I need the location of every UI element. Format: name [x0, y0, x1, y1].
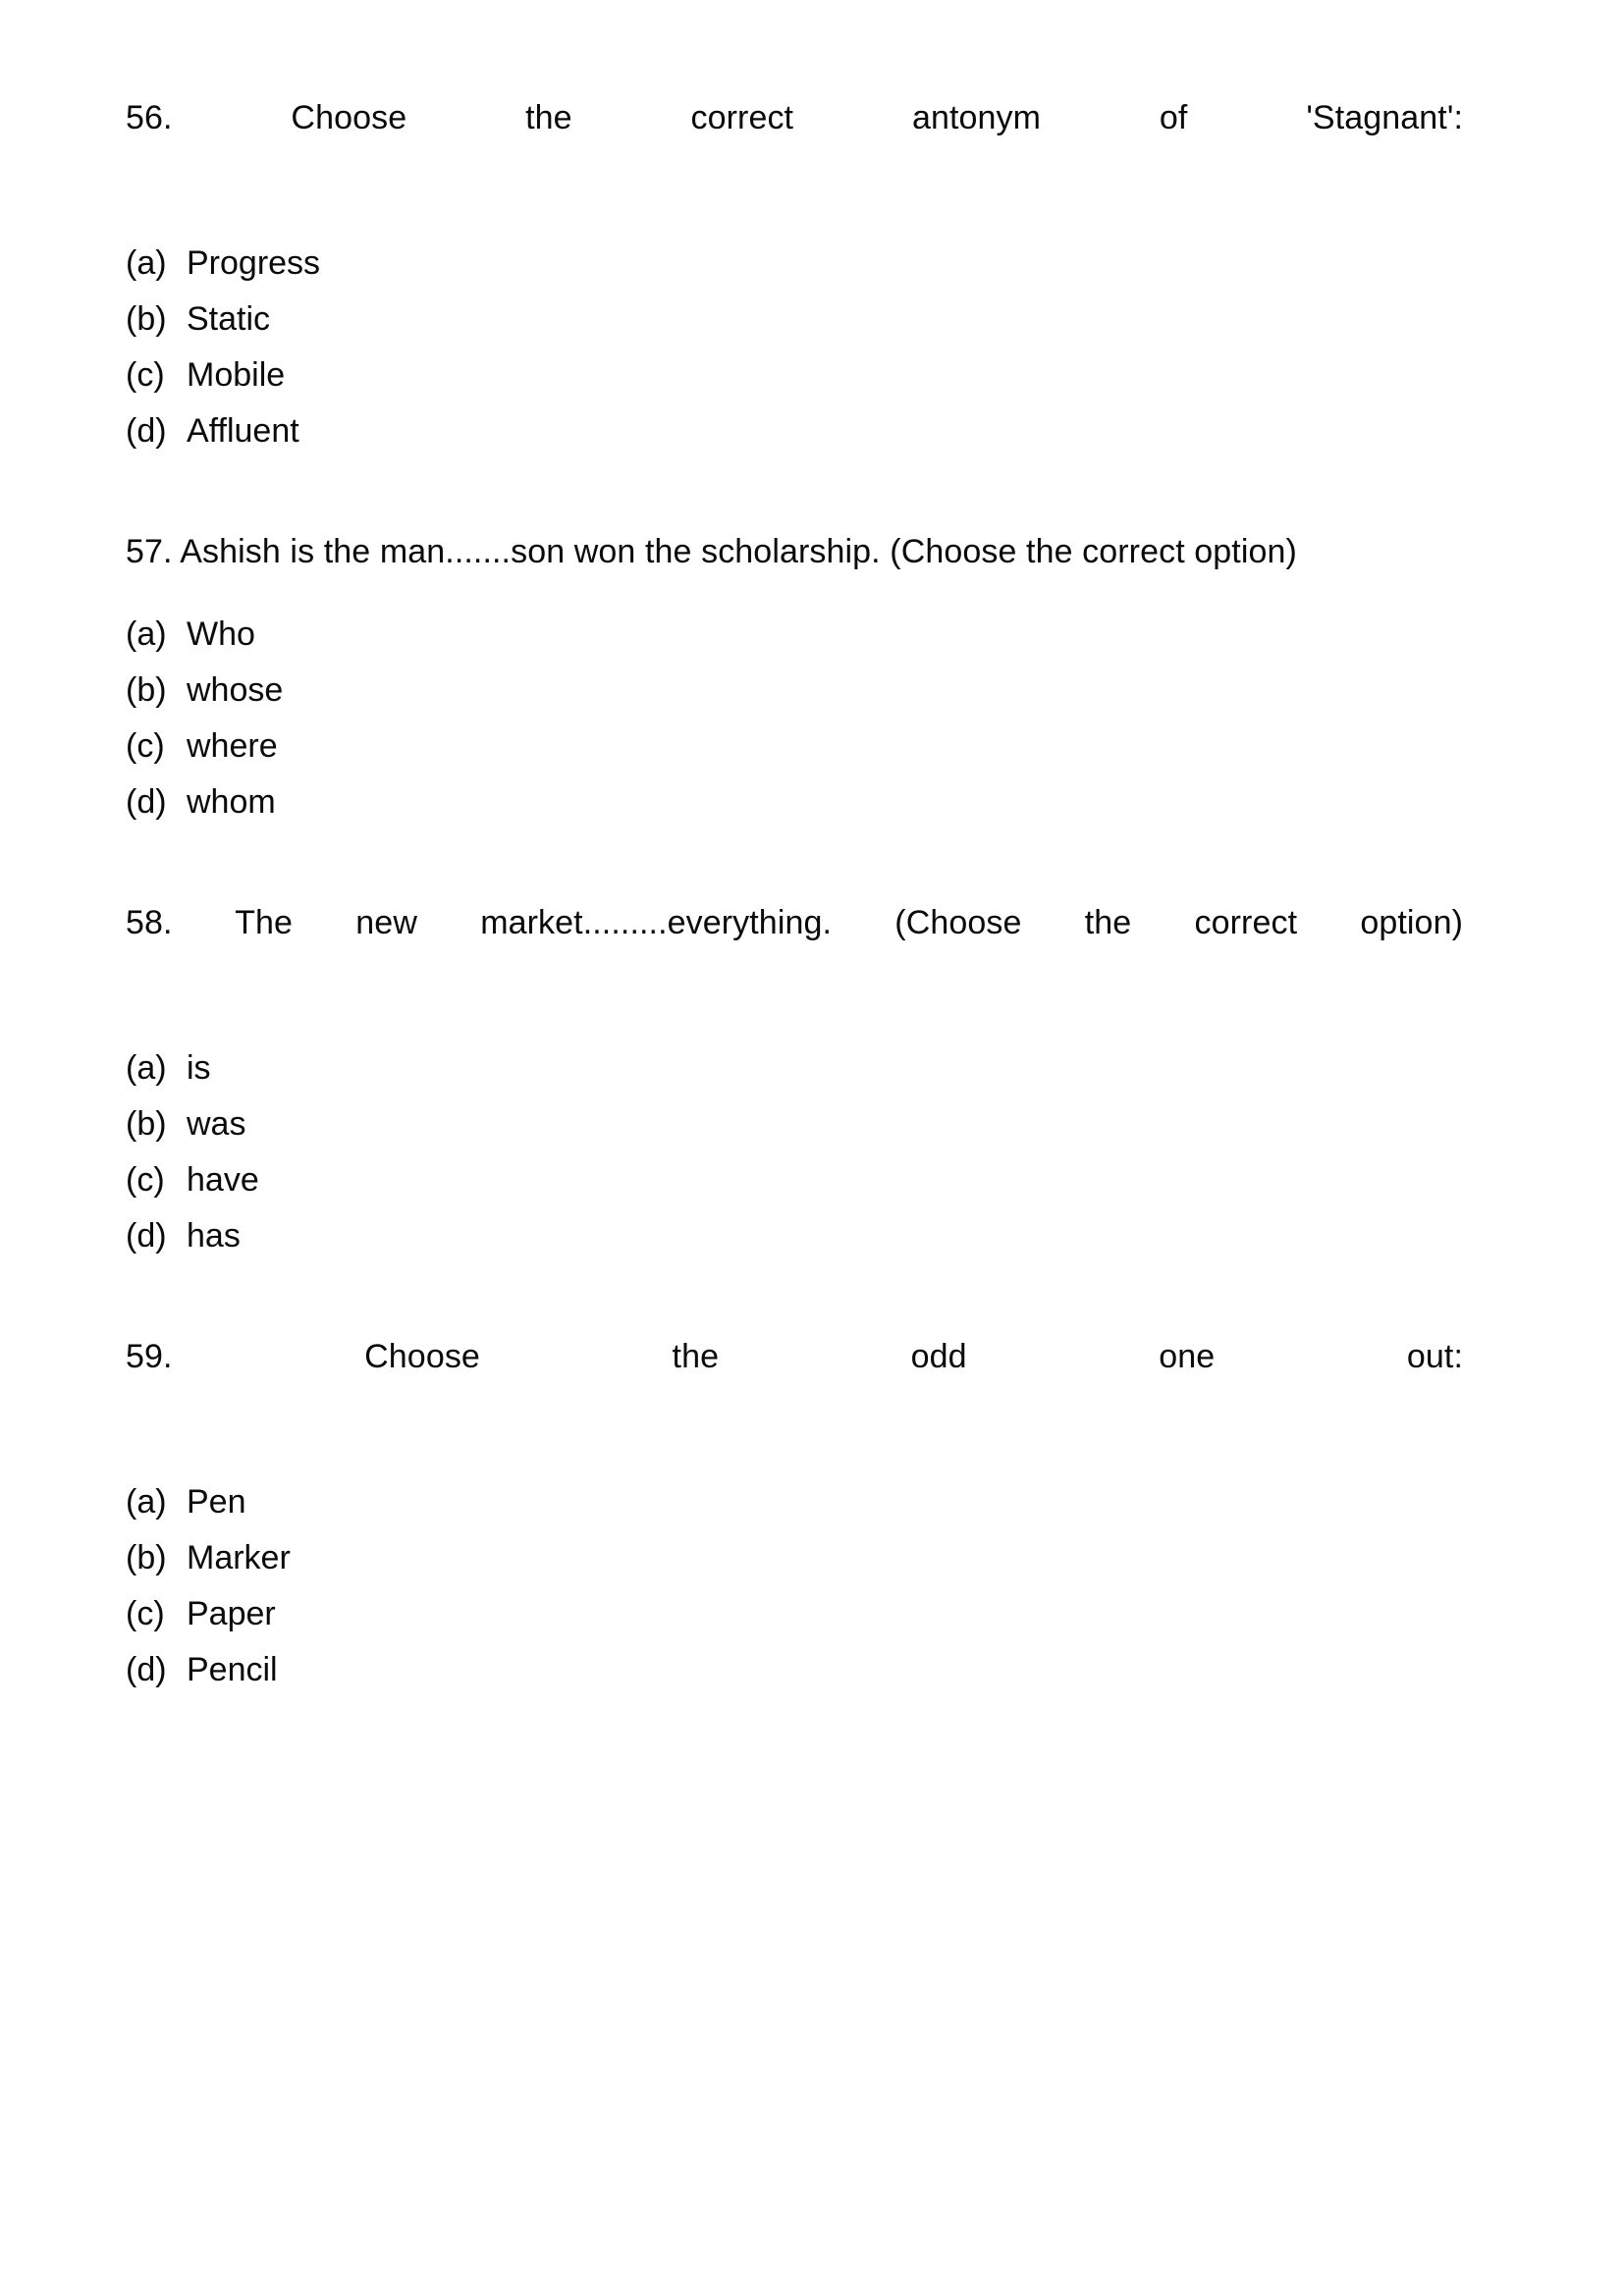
question-block-59: [126, 1325, 1463, 1698]
option-label-59-c: (c): [126, 1595, 165, 1632]
option-label-58-a: (a): [126, 1049, 167, 1087]
option-58-a[interactable]: [126, 1041, 1463, 1096]
option-57-c[interactable]: [126, 719, 1463, 774]
option-text-59-a: Pen: [187, 1483, 246, 1521]
option-label-58-c: (c): [126, 1161, 165, 1199]
option-59-d[interactable]: [126, 1642, 1463, 1698]
option-label-56-a: (a): [126, 244, 167, 282]
option-59-a[interactable]: [126, 1474, 1463, 1530]
option-text-56-b: Static: [187, 300, 271, 338]
option-list-57: [126, 607, 1463, 830]
option-56-d[interactable]: [126, 403, 1463, 459]
option-label-56-b: (b): [126, 300, 167, 338]
option-label-59-d: (d): [126, 1651, 167, 1688]
option-label-59-b: (b): [126, 1539, 167, 1576]
option-56-c[interactable]: [126, 347, 1463, 403]
option-text-59-b: Marker: [187, 1539, 291, 1576]
question-stem-59: 59. Choose the odd one out:: [126, 1338, 1463, 1375]
option-text-58-b: was: [187, 1105, 246, 1143]
option-list-59: [126, 1474, 1463, 1698]
option-57-a[interactable]: [126, 607, 1463, 663]
question-stem-58: 58. The new market.........everything. (Choose the correct option): [126, 904, 1463, 941]
option-text-57-a: Who: [187, 615, 255, 653]
question-list: [126, 86, 1463, 1698]
option-text-57-b: whose: [187, 671, 284, 709]
option-label-57-c: (c): [126, 727, 165, 765]
option-58-d[interactable]: [126, 1208, 1463, 1264]
option-list-58: [126, 1041, 1463, 1264]
question-stem-57: 57. Ashish is the man.......son won the scholarship. (Choose the correct option): [126, 533, 1297, 570]
option-text-59-d: Pencil: [187, 1651, 278, 1688]
option-list-56: [126, 236, 1463, 459]
option-label-59-a: (a): [126, 1483, 167, 1521]
option-label-56-d: (d): [126, 412, 167, 450]
option-label-57-d: (d): [126, 783, 167, 821]
option-56-a[interactable]: [126, 236, 1463, 292]
option-text-57-c: where: [187, 727, 278, 765]
option-label-58-d: (d): [126, 1217, 167, 1255]
option-label-57-a: (a): [126, 615, 167, 653]
option-56-b[interactable]: [126, 292, 1463, 347]
option-text-56-d: Affluent: [187, 412, 299, 450]
question-stem-56: 56. Choose the correct antonym of 'Stagnant':: [126, 99, 1463, 136]
option-57-b[interactable]: [126, 663, 1463, 719]
option-text-58-c: have: [187, 1161, 259, 1199]
option-text-57-d: whom: [187, 783, 276, 821]
option-text-56-a: Progress: [187, 244, 321, 282]
option-58-b[interactable]: [126, 1096, 1463, 1152]
option-label-57-b: (b): [126, 671, 167, 709]
option-text-58-d: has: [187, 1217, 241, 1255]
option-text-56-c: Mobile: [187, 356, 286, 394]
option-59-c[interactable]: [126, 1586, 1463, 1642]
option-59-b[interactable]: [126, 1530, 1463, 1586]
option-text-58-a: is: [187, 1049, 211, 1087]
question-block-58: [126, 891, 1463, 1264]
option-label-58-b: (b): [126, 1105, 167, 1143]
option-text-59-c: Paper: [187, 1595, 276, 1632]
question-block-57: [126, 520, 1463, 830]
question-block-56: [126, 86, 1463, 459]
option-label-56-c: (c): [126, 356, 165, 394]
option-58-c[interactable]: [126, 1152, 1463, 1208]
option-57-d[interactable]: [126, 774, 1463, 830]
